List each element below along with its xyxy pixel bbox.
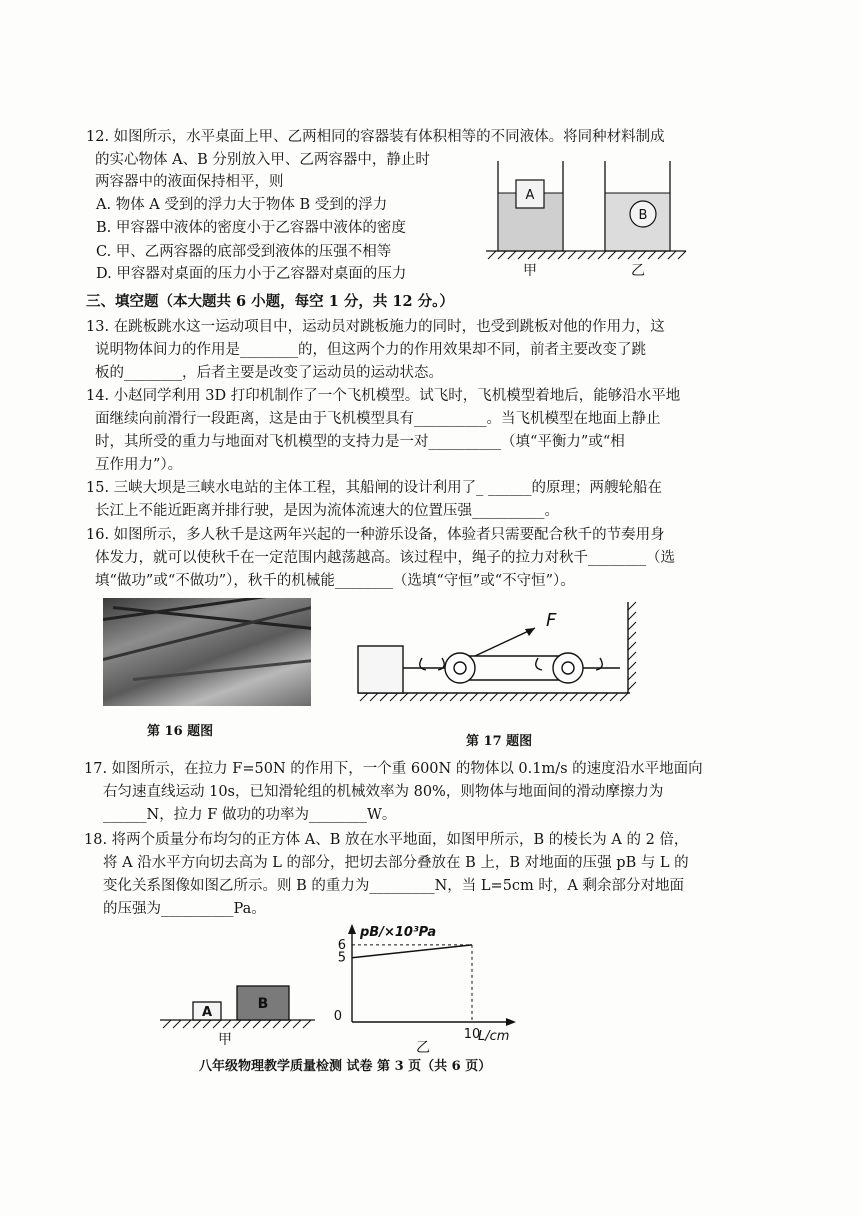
q17-line-1: 17. 如图所示，在拉力 F=50N 的作用下，一个重 600N 的物体以 0.1m/s 的速度沿水平地面向 xyxy=(84,761,703,777)
q16-line-1: 16. 如图所示，多人秋千是这两年兴起的一种游乐设备，体验者只需要配合秋千的节奏用身 xyxy=(86,527,665,543)
q12-option-d: D. 甲容器对桌面的压力小于乙容器对桌面的压力 xyxy=(96,266,407,282)
q18-graph xyxy=(330,918,530,1058)
q18-line-1: 18. 将两个质量分布均匀的正方体 A、B 放在水平地面，如图甲所示，B 的棱长为 A 的 2 倍， xyxy=(84,832,689,848)
q18-block-a-label: A xyxy=(201,1005,213,1020)
q12-line-1: 12. 如图所示，水平桌面上甲、乙两相同的容器装有体积相等的不同液体。将同种材料制成 xyxy=(86,129,665,145)
graph-y-tick-label: 6 xyxy=(337,937,346,953)
q13-line-1: 13. 在跳板跳水这一运动项目中，运动员对跳板施力的同时，也受到跳板对他的作用力，这 xyxy=(86,319,665,335)
section-3-title: 三、填空题（本大题共 6 小题，每空 1 分，共 12 分。） xyxy=(86,293,454,310)
graph-y-axis-label: pB/×10³Pa xyxy=(360,925,437,940)
q17-line-2: 右匀速直线运动 10s，已知滑轮组的机械效率为 80%，则物体与地面间的滑动摩擦力为 xyxy=(103,784,664,800)
q13-line-3: 板的________，后者主要是改变了运动员的运动状态。 xyxy=(95,365,443,381)
graph-label: 乙 xyxy=(416,1040,430,1056)
q15-line-2: 长江上不能近距离并排行驶，是因为流体流速大的位置压强__________。 xyxy=(95,503,559,519)
graph-origin-label: 0 xyxy=(333,1009,342,1024)
q18-block-b-label: B xyxy=(257,996,269,1012)
q12-fig-label-left: 甲 xyxy=(523,263,537,279)
q12-option-b: B. 甲容器中液体的密度小于乙容器中液体的密度 xyxy=(96,220,406,236)
q16-line-2: 体发力，就可以使秋千在一定范围内越荡越高。该过程中，绳子的拉力对秋千________（选 xyxy=(95,550,675,566)
q14-line-4: 互作用力”）。 xyxy=(95,457,183,473)
q17-pulley-figure xyxy=(350,598,650,723)
q16-swing-photo xyxy=(103,598,311,706)
q14-line-2: 面继续向前滑行一段距离，这是由于飞机模型具有__________。当飞机模型在地面上静止 xyxy=(95,411,661,427)
graph-x-tick-label: 10 xyxy=(463,1027,481,1042)
graph-series-line xyxy=(352,945,472,958)
graph-y-tick-label: 5 xyxy=(337,950,346,966)
q17-caption: 第 17 题图 xyxy=(466,734,533,749)
q12-block-a-label: A xyxy=(525,188,535,203)
q18-line-3: 变化关系图像如图乙所示。则 B 的重力为_________N，当 L=5cm 时，A 剩余部分对地面 xyxy=(103,878,684,894)
q14-line-1: 14. 小赵同学利用 3D 打印机制作了一个飞机模型。试飞时，飞机模型着地后，能够沿水平地 xyxy=(86,388,681,404)
q18-fig-left-label: 甲 xyxy=(218,1032,232,1048)
q16-line-3: 填“做功”或“不做功”），秋千的机械能________（选填“守恒”或“不守恒”）。 xyxy=(95,573,575,589)
q14-line-3: 时，其所受的重力与地面对飞机模型的支持力是一对__________（填“平衡力”或“相 xyxy=(95,434,625,450)
q12-option-a: A. 物体 A 受到的浮力大于物体 B 受到的浮力 xyxy=(96,197,388,213)
q18-line-2: 将 A 沿水平方向切去高为 L 的部分，把切去部分叠放在 B 上，B 对地面的压强 pB 与 L 的 xyxy=(103,855,689,871)
q18-line-4: 的压强为__________Pa。 xyxy=(103,901,266,917)
q12-line-3: 两容器中的液面保持相平，则 xyxy=(95,174,284,190)
q17-line-3: ______N，拉力 F 做功的功率为________W。 xyxy=(103,807,397,823)
q13-line-2: 说明物体间力的作用是________的，但这两个力的作用效果却不同，前者主要改变了跳 xyxy=(95,342,646,358)
q12-line-2: 的实心物体 A、B 分别放入甲、乙两容器中，静止时 xyxy=(95,152,430,168)
page-footer: 八年级物理教学质量检测 试卷 第 3 页（共 6 页） xyxy=(199,1059,492,1074)
q12-containers-figure xyxy=(478,155,698,285)
q16-caption: 第 16 题图 xyxy=(147,724,214,739)
q12-fig-label-right: 乙 xyxy=(631,263,645,279)
q12-option-c: C. 甲、乙两容器的底部受到液体的压强不相等 xyxy=(96,244,392,260)
q15-line-1: 15. 三峡大坝是三峡水电站的主体工程，其船闸的设计利用了_ ______的原理；两艘轮船在 xyxy=(86,480,663,496)
graph-x-axis-label: L/cm xyxy=(478,1029,510,1044)
q17-force-label: F xyxy=(546,610,557,631)
q12-ball-b-label: B xyxy=(638,208,648,223)
q18-blocks-figure xyxy=(155,978,320,1048)
